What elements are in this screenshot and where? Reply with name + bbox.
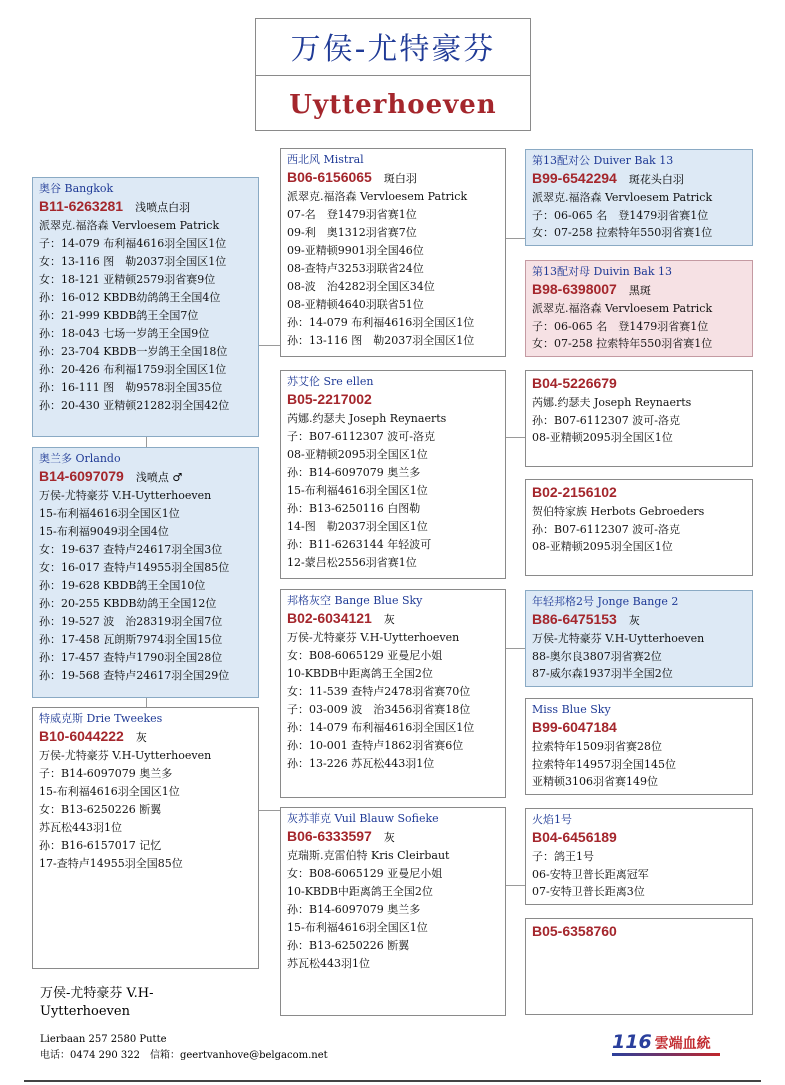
card-line: 15-布利福4616羽全国区1位 [287, 484, 428, 497]
card-line: 芮娜.约瑟夫 Joseph Reynaerts [532, 396, 692, 409]
card-line: 孙：23-704 KBDB一岁鸽王全国18位 [39, 345, 228, 358]
card-line: 女：13-116 图 勒2037羽全国区1位 [39, 255, 227, 268]
card-line: 女：B08-6065129 亚曼尼小姐 [287, 867, 443, 880]
connector [258, 345, 280, 346]
ring-number: B14-6097079 [39, 468, 124, 484]
pedigree-card-sire-sire [280, 148, 506, 357]
bird-color: 灰 [135, 731, 147, 744]
ring-number: B02-6034121 [287, 610, 372, 626]
card-line: 子：03-009 波 治3456羽省赛18位 [287, 703, 471, 716]
card-line: 15-布利福4616羽全国区1位 [39, 507, 180, 520]
bottom-rule [24, 1080, 761, 1082]
card-line: 孙：18-043 七场一岁鸽王全国9位 [39, 327, 210, 340]
ring-number: B05-2217002 [287, 391, 372, 407]
pedigree-card-sire-dam [280, 370, 506, 579]
card-line: 孙：17-457 查特卢1790羽全国28位 [39, 651, 223, 664]
ring-number: B86-6475153 [532, 611, 617, 627]
card-line: 08-亚精顿2095羽全国区1位 [532, 431, 673, 444]
card-line: 孙：16-012 KBDB幼鸽鸽王全国4位 [39, 291, 221, 304]
card-line: 女：16-017 查特卢14955羽全国85位 [39, 561, 230, 574]
card-line: 拉索特年1509羽省赛28位 [532, 740, 662, 753]
card-line: 孙：B07-6112307 波可-洛克 [532, 522, 681, 536]
card-line: 克瑞斯.克雷伯特 Kris Cleirbaut [287, 849, 450, 862]
card-line: 08-亚精顿2095羽全国区1位 [287, 448, 428, 461]
ring-number: B04-6456189 [532, 829, 617, 845]
ring-number: B98-6398007 [532, 281, 617, 297]
card-line: 孙：20-255 KBDB幼鸽王全国12位 [39, 597, 217, 610]
ring-number: B06-6333597 [287, 828, 372, 844]
bird-name: 年轻邦格2号 Jonge Bange 2 [532, 595, 679, 608]
card-line: 孙：19-628 KBDB鸽王全国10位 [39, 579, 206, 592]
card-line: 孙：B13-6250116 白图勒 [287, 502, 421, 515]
card-line: 子：鸽王1号 [532, 850, 594, 863]
card-line: 07-名 登1479羽省赛1位 [287, 208, 417, 221]
connector [258, 810, 280, 811]
connector [146, 697, 147, 707]
breeder-name: 万侯-尤特豪芬 V.H-Uytterhoeven [40, 986, 154, 1019]
ring-number: B10-6044222 [39, 728, 124, 744]
card-line: 孙：B11-6263144 年轻波可 [287, 538, 432, 551]
card-line: 苏瓦松443羽1位 [39, 821, 122, 834]
card-line: 孙：20-426 布利福1759羽全国区1位 [39, 363, 227, 376]
breeder-contact [40, 1032, 328, 1064]
card-line: 06-安特卫普长距离冠军 [532, 867, 649, 881]
card-line: 孙：B14-6097079 奥兰多 [287, 466, 421, 479]
title-box [255, 18, 531, 131]
card-line: 亚精顿3106羽省赛149位 [532, 775, 658, 788]
bird-name: Miss Blue Sky [532, 703, 611, 716]
ring-number: B02-2156102 [532, 484, 617, 500]
bird-name: 第13配对公 Duiver Bak 13 [532, 154, 674, 167]
pedigree-card-ssd [525, 260, 753, 357]
card-line: 派翠克.福洛森 Vervloesem Patrick [287, 190, 468, 203]
card-line: 万侯-尤特豪芬 V.H-Uytterhoeven [532, 632, 705, 645]
bird-name: 邦格灰空 Bange Blue Sky [287, 594, 423, 607]
card-line: 子：14-079 布利福4616羽全国区1位 [39, 237, 227, 250]
card-line: 15-布利福9049羽全国4位 [39, 525, 169, 538]
card-line: 孙：21-999 KBDB鸽王全国7位 [39, 309, 199, 322]
connector [505, 437, 525, 438]
card-line: 孙：10-001 查特卢1862羽省赛6位 [287, 739, 464, 752]
pedigree-card-subject [32, 447, 259, 698]
card-line: 女：11-539 查特卢2478羽省赛70位 [287, 685, 471, 698]
card-line: 派翠克.福洛森 Vervloesem Patrick [532, 302, 713, 315]
card-line: 87-威尔森1937羽半全国2位 [532, 667, 673, 680]
ring-number: B11-6263281 [39, 198, 124, 214]
card-line: 孙：14-079 布利福4616羽全国区1位 [287, 316, 475, 329]
ring-number: B06-6156065 [287, 169, 372, 185]
card-line: 万侯-尤特豪芬 V.H-Uytterhoeven [39, 749, 212, 762]
card-line: 17-查特卢14955羽全国85位 [39, 857, 183, 870]
card-line: 女：07-258 拉索特年550羽省赛1位 [532, 337, 713, 350]
card-line: 女：B08-6065129 亚曼尼小姐 [287, 649, 443, 662]
card-line: 10-KBDB中距离鸽王全国2位 [287, 667, 433, 680]
card-line: 孙：B14-6097079 奥兰多 [287, 903, 421, 916]
pedigree-card-dam-sire [280, 589, 506, 798]
card-line: 孙：14-079 布利福4616羽全国区1位 [287, 721, 475, 734]
card-line: 07-安特卫普长距离3位 [532, 885, 645, 898]
title-divider [256, 75, 530, 76]
pedigree-card-dam [32, 707, 259, 969]
bird-color: 灰 [383, 613, 395, 626]
card-line: 女：B13-6250226 断翼 [39, 803, 162, 816]
bird-name: 奥谷 Bangkok [39, 182, 114, 195]
bird-color: 灰 [628, 614, 640, 627]
card-line: 孙：20-430 亚精顿21282羽全国42位 [39, 399, 230, 412]
card-line: 孙：16-111 图 勒9578羽全国35位 [39, 381, 223, 394]
card-line: 孙：17-458 瓦朗斯7974羽全国15位 [39, 633, 223, 646]
ring-number: B99-6047184 [532, 719, 617, 735]
pedigree-card-dsd [525, 698, 753, 795]
connector [505, 885, 525, 886]
card-line: 09-利 奥1312羽省赛7位 [287, 226, 417, 239]
pedigree-card-ddd [525, 918, 753, 1015]
card-line: 08-亚精顿2095羽全国区1位 [532, 540, 673, 553]
card-line: 子：B14-6097079 奥兰多 [39, 767, 173, 780]
card-line: 孙：19-568 查特卢24617羽全国29位 [39, 669, 230, 682]
pedigree-card-sdd [525, 479, 753, 576]
bird-color: 灰 [383, 831, 395, 844]
card-line: 14-图 勒2037羽全国区1位 [287, 520, 428, 533]
contact-info: 电话：0474 290 322 信箱：geertvanhove@belgacom.net [40, 1050, 328, 1061]
card-line: 芮娜.约瑟夫 Joseph Reynaerts [287, 412, 447, 425]
card-line: 08-波 治4282羽全国区34位 [287, 280, 435, 293]
card-line: 孙：13-116 图 勒2037羽全国区1位 [287, 334, 475, 347]
bird-name: 火焰1号 [532, 813, 572, 826]
bird-color: 斑花头白羽 [628, 173, 684, 186]
card-line: 88-奥尔良3807羽省赛2位 [532, 649, 662, 663]
card-line: 贺伯特家族 Herbots Gebroeders [532, 505, 705, 518]
card-line: 子：06-065 名 登1479羽省赛1位 [532, 319, 709, 333]
card-line: 孙：13-226 苏瓦松443羽1位 [287, 757, 435, 770]
card-line: 女：07-258 拉索特年550羽省赛1位 [532, 226, 713, 239]
address: Lierbaan 257 2580 Putte [40, 1034, 167, 1045]
pedigree-card-sire [32, 177, 259, 437]
site-logo: 116 雲端血統 [612, 1031, 732, 1057]
card-line: 孙：B07-6112307 波可-洛克 [532, 413, 681, 427]
bird-name: 灰苏菲克 Vuil Blauw Sofieke [287, 812, 439, 825]
card-line: 孙：B16-6157017 记忆 [39, 839, 162, 852]
card-line: 孙：B13-6250226 断翼 [287, 939, 410, 952]
pedigree-card-dam-dam [280, 807, 506, 1016]
bird-name: 奥兰多 Orlando [39, 452, 121, 465]
ring-number: B04-5226679 [532, 375, 617, 391]
connector [505, 238, 525, 239]
bird-name: 苏艾伦 Sre ellen [287, 375, 374, 388]
pedigree-card-sds [525, 370, 753, 467]
bird-name: 特威克斯 Drie Tweekes [39, 712, 163, 725]
bird-color: 斑白羽 [383, 172, 417, 185]
card-line: 15-布利福4616羽全国区1位 [39, 785, 180, 798]
card-line: 15-布利福4616羽全国区1位 [287, 921, 428, 934]
card-line: 08-查特卢3253羽联省24位 [287, 262, 424, 275]
pedigree-card-dss [525, 590, 753, 687]
card-line: 孙：19-527 波 治28319羽全国7位 [39, 615, 223, 628]
card-line: 12-蒙吕松2556羽省赛1位 [287, 556, 417, 569]
card-line: 08-亚精顿4640羽联省51位 [287, 298, 424, 311]
connector [146, 437, 147, 447]
card-line: 女：18-121 亚精顿2579羽省赛9位 [39, 273, 216, 286]
card-line: 派翠克.福洛森 Vervloesem Patrick [532, 191, 713, 204]
card-line: 子：06-065 名 登1479羽省赛1位 [532, 208, 709, 222]
ring-number: B05-6358760 [532, 923, 617, 939]
pedigree-card-dds [525, 808, 753, 905]
connector [505, 648, 525, 649]
page-title-english: Uytterhoeven [289, 90, 497, 120]
card-line: 10-KBDB中距离鸽王全国2位 [287, 885, 433, 898]
bird-color: 浅喷点白羽 [135, 201, 191, 214]
card-line: 子：B07-6112307 波可-洛克 [287, 430, 436, 443]
pedigree-card-sss [525, 149, 753, 246]
card-line: 万侯-尤特豪芬 V.H-Uytterhoeven [39, 489, 212, 502]
bird-name: 西北风 Mistral [287, 153, 364, 166]
card-line: 女：19-637 查特卢24617羽全国3位 [39, 543, 223, 556]
card-line: 拉索特年14957羽全国145位 [532, 757, 676, 771]
bird-color: 黑斑 [628, 284, 651, 297]
card-line: 万侯-尤特豪芬 V.H-Uytterhoeven [287, 631, 460, 644]
page-title-chinese: 万侯-尤特豪芬 [290, 32, 496, 67]
card-line: 苏瓦松443羽1位 [287, 957, 370, 970]
card-line: 09-亚精顿9901羽全国46位 [287, 244, 424, 257]
card-line: 派翠克.福洛森 Vervloesem Patrick [39, 219, 220, 232]
bird-name: 第13配对母 Duivin Bak 13 [532, 265, 673, 278]
bird-color: 浅喷点 ♂ [135, 471, 183, 484]
ring-number: B99-6542294 [532, 170, 617, 186]
